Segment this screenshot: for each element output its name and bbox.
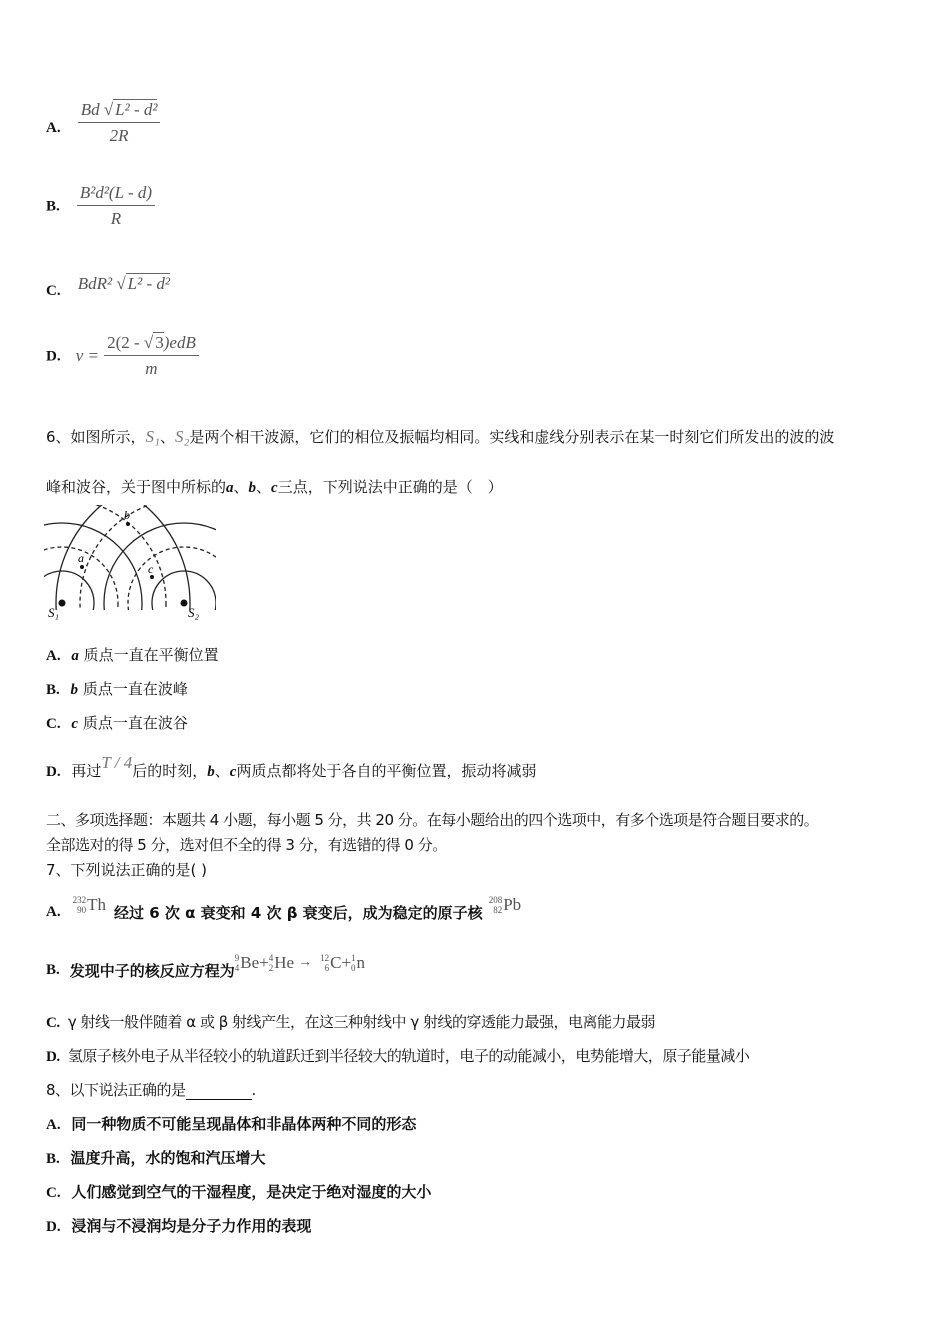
option-label: D. [46, 348, 61, 365]
q7-option-c: C. γ 射线一般伴随着 α 或 β 射线产生，在这三种射线中 γ 射线的穿透能力最强，电离能力最弱 [46, 1013, 655, 1031]
svg-text:S₁: S₁ [48, 605, 60, 620]
point-a [80, 565, 84, 569]
option-label: C. [46, 283, 61, 299]
svg-text:a: a [78, 551, 84, 565]
isotope-n: 1 0 n [351, 952, 366, 973]
q8-stem: 8、以下说法正确的是 . [46, 1081, 256, 1099]
isotope-pb: 208 82 Pb [488, 894, 522, 915]
answer-blank [186, 1085, 252, 1100]
formula-b: $\frac{\text{B²d²(L - d)}}{R}$ [77, 183, 155, 229]
q5-option-c [46, 274, 170, 299]
q6-option-c: C. c 质点一直在波谷 [46, 714, 188, 732]
q8-option-a: A. 同一种物质不可能呈现晶体和非晶体两种不同的形态 [46, 1115, 417, 1133]
q8-option-c: C. 人们感觉到空气的干湿程度，是决定于绝对湿度的大小 [46, 1183, 432, 1201]
source-s2 [181, 600, 188, 607]
svg-text:b: b [124, 508, 130, 522]
section2-instructions-line2: 全部选对的得 5 分，选对但不全的得 3 分，有选错的得 0 分。 [46, 836, 447, 854]
formula-c: BdR² √ L² - d² [77, 274, 170, 293]
q6-option-a: A. a 质点一直在平衡位置 [46, 646, 219, 664]
q7-option-a: A. 232 90 Th 经过 6 次 α 衰变和 4 次 β 衰变后，成为稳定的原子核 208 82 Pb [46, 894, 522, 922]
q5-option-d [46, 333, 199, 379]
q6-option-b: B. b 质点一直在波峰 [46, 680, 188, 698]
section2-instructions-line1: 二、多项选择题：本题共 4 小题，每小题 5 分，共 20 分。在每小题给出的四个选项中，有多个选项是符合题目要求的。 [46, 811, 819, 829]
s1-label: S₁ [145, 427, 160, 446]
option-label: B. [46, 198, 60, 215]
q6-stem-line1: 6、如图所示，S₁、S₂是两个相干波源，它们的相位及振幅均相同。实线和虚线分别表示在某一时刻它们所发出的波的波 [46, 427, 835, 446]
q6-option-d: D. 再过T / 4后的时刻，b、c两质点都将处于各自的平衡位置，振动将减弱 [46, 753, 537, 780]
q8-option-b: B. 温度升高，水的饱和汽压增大 [46, 1149, 266, 1167]
point-b [126, 522, 130, 526]
q6-stem-line2: 峰和波谷，关于图中所标的a、b、c三点，下列说法中正确的是（ ） [46, 478, 503, 496]
svg-text:c: c [148, 562, 154, 576]
q5-option-a [46, 100, 160, 146]
q7-option-d: D. 氢原子核外电子从半径较小的轨道跃迁到半径较大的轨道时，电子的动能减小，电势能增大，原子能量减小 [46, 1047, 750, 1065]
t-over-4: T / 4 [101, 753, 133, 772]
formula-d: $\frac{\text{2(2 - √ 3)edB}}{m}$ [104, 333, 199, 379]
option-label: A. [46, 119, 61, 136]
formula-d-lhs: v = [75, 345, 99, 365]
isotope-be: 9 4 Be [234, 952, 260, 973]
isotope-th: 232 90 Th [72, 894, 106, 915]
wave-interference-figure [44, 505, 216, 621]
q7-option-b: B. 发现中子的核反应方程为 9 4 Be + 4 2 He → 12 6 C + 1 0 n [46, 952, 366, 980]
svg-text:S₂: S₂ [188, 605, 200, 620]
isotope-he: 4 2 He [268, 952, 295, 973]
isotope-c: 12 6 C [320, 952, 342, 973]
formula-a: $\frac{\text{Bd √ L² - d²}}{2R}$ [78, 100, 161, 146]
s2-label: S₂ [174, 427, 190, 446]
q5-option-b [46, 183, 155, 229]
q7-stem: 7、下列说法正确的是( ) [46, 861, 208, 879]
interference-diagram [44, 505, 216, 621]
source-s1 [59, 600, 66, 607]
q8-option-d: D. 浸润与不浸润均是分子力作用的表现 [46, 1217, 312, 1235]
